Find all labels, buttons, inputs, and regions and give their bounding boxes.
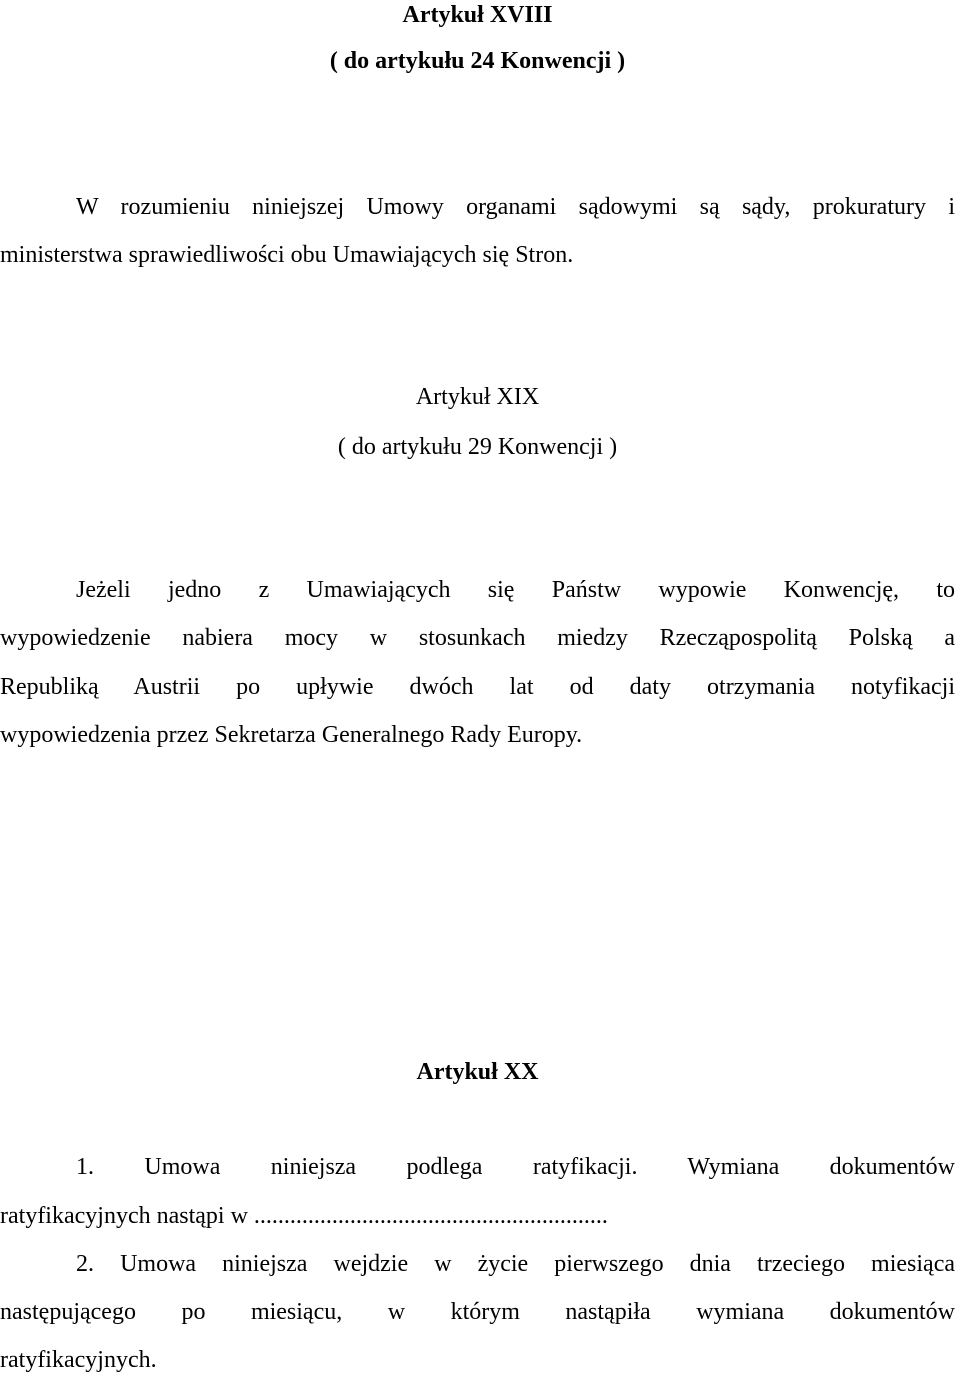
- article-xix-subtitle: ( do artykułu 29 Konwencji ): [337, 434, 618, 460]
- article-xix-title: Artykuł XIX: [415, 384, 540, 410]
- article-xviii-paragraph-line-2: ministerstwa sprawiedliwości obu Umawiających się Stron.: [0, 242, 574, 268]
- article-xx-point-2-line-2: następującego po miesiącu, w którym nastąpiła wymiana dokumentów: [0, 1299, 955, 1325]
- article-xix-paragraph-line-3: Republiką Austrii po upływie dwóch lat od daty otrzymania notyfikacji: [0, 674, 955, 700]
- article-xx-point-1-line-2: ratyfikacyjnych nastąpi w ...........................................................: [0, 1203, 608, 1229]
- article-xviii-subtitle: ( do artykułu 24 Konwencji ): [329, 48, 626, 74]
- article-xviii-paragraph-line-1: W rozumieniu niniejszej Umowy organami sądowymi są sądy, prokuratury i: [76, 194, 955, 220]
- article-xx-point-2-line-3: ratyfikacyjnych.: [0, 1347, 157, 1373]
- article-xix-paragraph-line-1: Jeżeli jedno z Umawiających się Państw wypowie Konwencję, to: [76, 577, 955, 603]
- article-xx-point-1-line-1: 1. Umowa niniejsza podlega ratyfikacji. Wymiana dokumentów: [76, 1154, 955, 1180]
- article-xix-paragraph-line-2: wypowiedzenie nabiera mocy w stosunkach miedzy Rzecząpospolitą Polską a: [0, 625, 955, 651]
- article-xx-title: Artykuł XX: [416, 1059, 539, 1085]
- article-xx-point-2-line-1: 2. Umowa niniejsza wejdzie w życie pierwszego dnia trzeciego miesiąca: [76, 1251, 955, 1277]
- article-xix-paragraph-line-4: wypowiedzenia przez Sekretarza Generalnego Rady Europy.: [0, 722, 583, 748]
- article-xviii-title: Artykuł XVIII: [402, 2, 553, 28]
